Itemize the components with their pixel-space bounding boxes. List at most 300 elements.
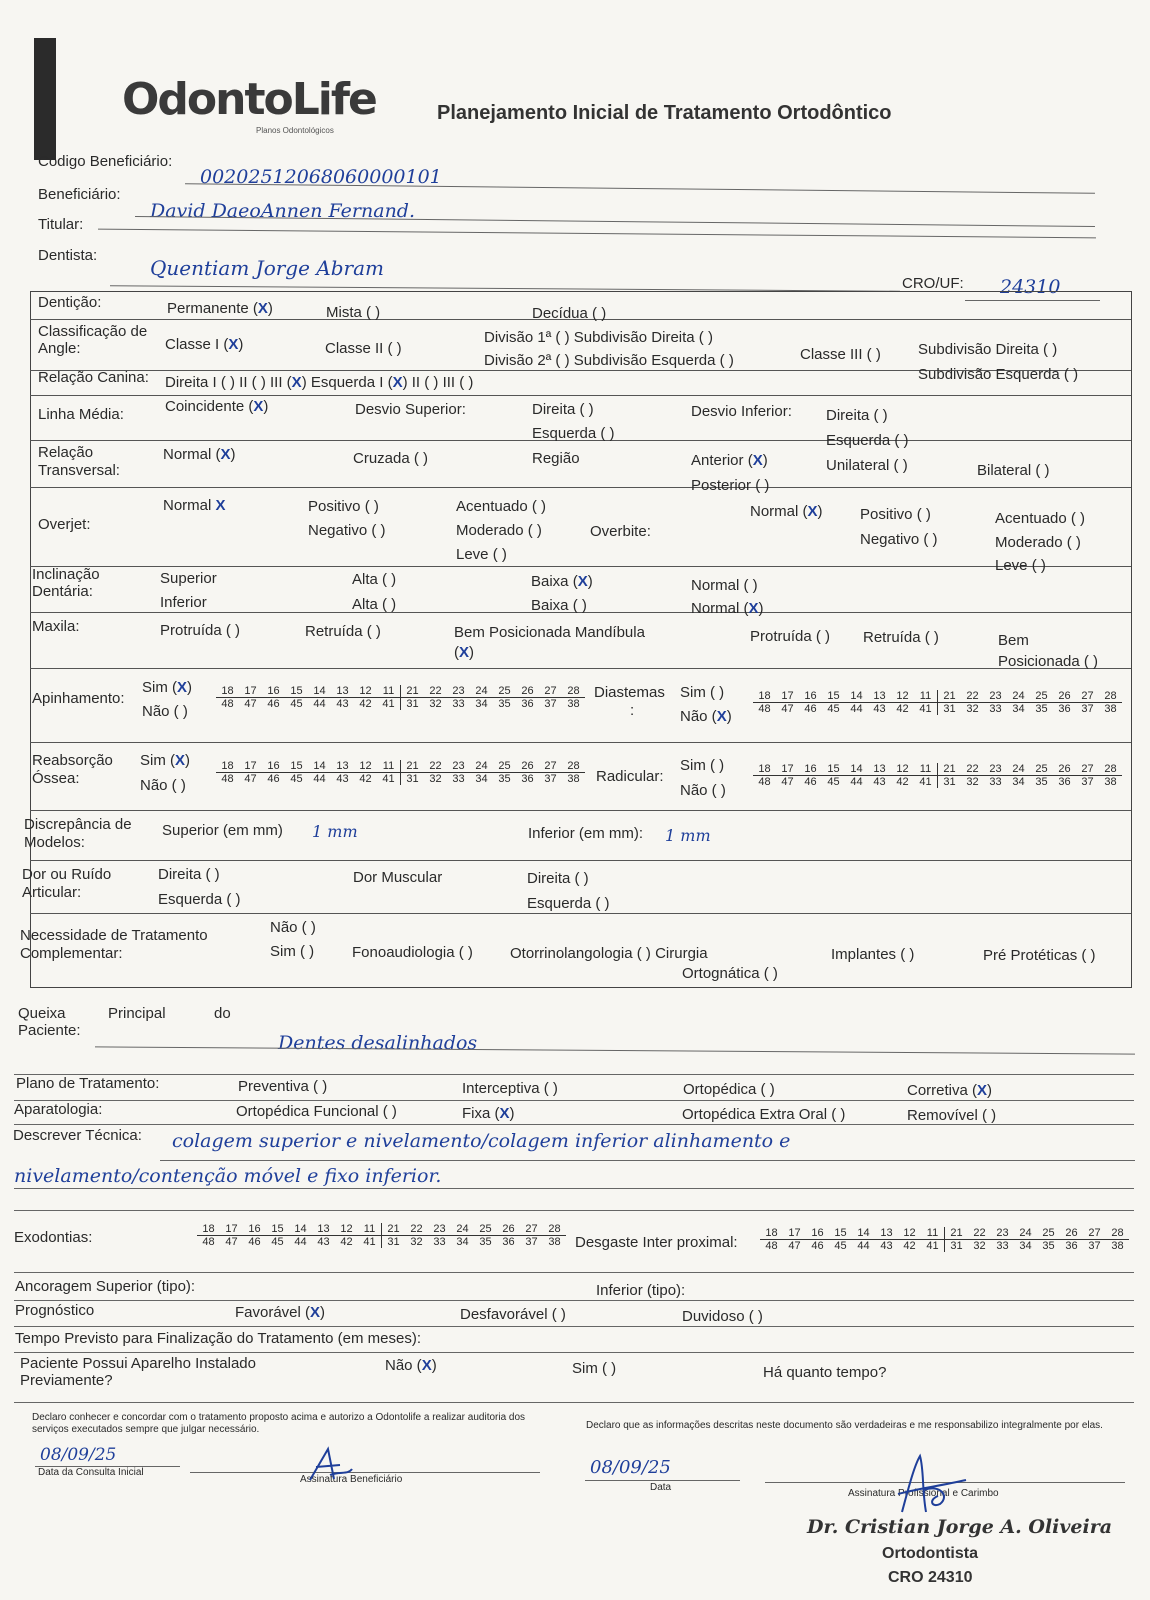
- radicular-tooth-chart: [753, 763, 1122, 788]
- overbite-normal[interactable]: Normal (X): [750, 503, 823, 520]
- tooth-number: 41: [363, 1236, 376, 1248]
- diastemas-label: Diastemas: [594, 684, 665, 701]
- declaracao-beneficiario: Declaro conhecer e concordar com o tratamento proposto acima e autorizo a Odontolife a realizar auditoria dos serviços executados sempre que julgar necessário.: [32, 1412, 526, 1435]
- discrepancia-inferior-value: 1 mm: [665, 826, 711, 845]
- tooth-number: 46: [804, 703, 817, 715]
- tecnica-line-b: [14, 1188, 1134, 1189]
- tooth-number: 23: [452, 685, 465, 697]
- radicular-label: Radicular:: [596, 768, 664, 785]
- necessidade-ortognatica[interactable]: Ortognática ( ): [682, 965, 778, 982]
- tooth-number: 33: [452, 698, 465, 710]
- assinatura-beneficiario-label: Assinatura Beneficiário: [300, 1474, 403, 1485]
- tooth-number: 14: [313, 685, 326, 697]
- tooth-number: 34: [456, 1236, 469, 1248]
- transversal-cruzada[interactable]: Cruzada ( ): [353, 450, 429, 467]
- overbite-positivo[interactable]: Positivo ( ): [860, 506, 931, 523]
- data-line: [585, 1480, 740, 1481]
- tooth-number: 26: [521, 685, 534, 697]
- reabsorcao-label: Reabsorção: [32, 752, 113, 769]
- transversal-label: Relação: [38, 444, 94, 461]
- tooth-number: 32: [410, 1236, 423, 1248]
- tooth-number: 24: [456, 1223, 469, 1235]
- tooth-number: 15: [834, 1227, 847, 1239]
- form-title: Planejamento Inicial de Tratamento Ortodôntico: [437, 102, 892, 124]
- tooth-number: 37: [1081, 776, 1094, 788]
- tooth-number: 25: [1042, 1227, 1055, 1239]
- tooth-number: 28: [548, 1223, 561, 1235]
- tooth-number: 27: [525, 1223, 538, 1235]
- angle-subdiv-direita[interactable]: Subdivisão Direita ( ): [918, 341, 1058, 358]
- tooth-number: 32: [973, 1240, 986, 1252]
- tooth-number: 43: [317, 1236, 330, 1248]
- tooth-number: 48: [758, 703, 771, 715]
- tooth-number: 16: [267, 685, 280, 697]
- overjet-positivo[interactable]: Positivo ( ): [308, 498, 379, 515]
- reabsorcao-sim[interactable]: Sim (X): [140, 752, 191, 769]
- overbite-negativo[interactable]: Negativo ( ): [860, 531, 938, 548]
- discrepancia-superior: Superior (em mm): [162, 822, 283, 839]
- tooth-number: 45: [834, 1240, 847, 1252]
- canina-options[interactable]: Direita I ( ) II ( ) III (X) Esquerda I (X) II ( ) III ( ): [165, 374, 474, 391]
- tooth-number: 11: [363, 1223, 376, 1235]
- tooth-number: 44: [850, 776, 863, 788]
- dentista-label: Dentista:: [38, 247, 98, 264]
- dor-label: Dor ou Ruído: [22, 866, 112, 883]
- tooth-number: 23: [989, 690, 1002, 702]
- desvio-sup-direita[interactable]: Direita ( ): [532, 401, 594, 418]
- prognostico-desfavoravel[interactable]: Desfavorável ( ): [460, 1306, 566, 1323]
- tooth-number: 43: [873, 703, 886, 715]
- tooth-number: 45: [290, 698, 303, 710]
- tooth-number: 33: [989, 776, 1002, 788]
- tooth-number: 44: [313, 773, 326, 785]
- mandibula-posicionada[interactable]: Posicionada ( ): [998, 653, 1099, 670]
- necessidade-fonoaudiologia[interactable]: Fonoaudiologia ( ): [352, 944, 473, 961]
- tooth-number: 33: [433, 1236, 446, 1248]
- tooth-number: 45: [290, 773, 303, 785]
- tooth-number: 44: [850, 703, 863, 715]
- angle-classe-1[interactable]: Classe I (X): [165, 336, 244, 353]
- tooth-number: 45: [827, 776, 840, 788]
- angle-classe-3[interactable]: Classe III ( ): [800, 346, 881, 363]
- tooth-number: 22: [429, 685, 442, 697]
- necessidade-pre-proteticas[interactable]: Pré Protéticas ( ): [983, 947, 1096, 964]
- tooth-number: 12: [896, 690, 909, 702]
- tooth-number: 37: [544, 698, 557, 710]
- necessidade-nao[interactable]: Não ( ): [270, 919, 316, 936]
- tooth-number: 13: [317, 1223, 330, 1235]
- ancoragem-line: [14, 1300, 1134, 1301]
- tooth-number: 35: [1035, 703, 1048, 715]
- transversal-regiao: Região: [532, 450, 580, 467]
- stamp-name: Dr. Cristian Jorge A. Oliveira: [807, 1516, 1113, 1538]
- tooth-number: 46: [811, 1240, 824, 1252]
- maxila-bem-posicionada[interactable]: Bem Posicionada Mandíbula: [454, 624, 645, 641]
- aparatologia-fixa[interactable]: Fixa (X): [462, 1105, 515, 1122]
- tooth-number: 47: [781, 776, 794, 788]
- tooth-number: 15: [827, 690, 840, 702]
- transversal-unilateral[interactable]: Unilateral ( ): [826, 457, 908, 474]
- tooth-number: 16: [248, 1223, 261, 1235]
- aparelho-label-2: Previamente?: [20, 1372, 113, 1389]
- tooth-number: 14: [857, 1227, 870, 1239]
- tooth-number: 37: [1081, 703, 1094, 715]
- mandibula-bem[interactable]: Bem: [998, 632, 1029, 649]
- tooth-number: 32: [966, 703, 979, 715]
- tooth-number: 12: [896, 763, 909, 775]
- diastemas-sim[interactable]: Sim ( ): [680, 684, 725, 701]
- tooth-number: 16: [804, 763, 817, 775]
- tooth-number: 23: [989, 763, 1002, 775]
- tooth-number: 28: [1111, 1227, 1124, 1239]
- tooth-number: 13: [873, 690, 886, 702]
- tecnica-line-c: [14, 1210, 1134, 1211]
- necessidade-label-2: Complementar:: [20, 945, 123, 962]
- tooth-number: 28: [1104, 690, 1117, 702]
- aparatologia-line: [14, 1124, 1134, 1125]
- tooth-number: 47: [244, 698, 257, 710]
- row-divider: [30, 742, 1131, 743]
- row-divider: [30, 668, 1131, 669]
- linha-coincidente[interactable]: Coincidente (X): [165, 398, 269, 415]
- reabsorcao-tooth-chart: [216, 760, 585, 785]
- aparatologia-funcional[interactable]: Ortopédica Funcional ( ): [236, 1103, 397, 1120]
- lower-teeth-row: [197, 1235, 566, 1248]
- data-value: 08/09/25: [590, 1457, 671, 1478]
- transversal-posterior[interactable]: Posterior ( ): [691, 477, 770, 494]
- tooth-number: 31: [944, 1240, 968, 1252]
- tooth-number: 43: [880, 1240, 893, 1252]
- inclinacao-superior: Superior: [160, 570, 217, 587]
- assinatura-profissional-label: Assinatura Profissional e Carimbo: [848, 1488, 999, 1499]
- row-divider: [30, 566, 1131, 567]
- lower-teeth-row: [216, 697, 585, 710]
- tooth-number: 23: [452, 760, 465, 772]
- tooth-number: 25: [498, 760, 511, 772]
- diastemas-nao[interactable]: Não (X): [680, 708, 732, 725]
- radicular-sim[interactable]: Sim ( ): [680, 757, 725, 774]
- overjet-acentuado[interactable]: Acentuado ( ): [456, 498, 547, 515]
- tooth-number: 22: [429, 760, 442, 772]
- tooth-number: 26: [1058, 690, 1071, 702]
- necessidade-otorrino[interactable]: Otorrinolangologia ( ) Cirurgia: [510, 945, 708, 962]
- apinhamento-label: Apinhamento:: [32, 690, 125, 707]
- tooth-number: 36: [521, 698, 534, 710]
- tooth-number: 46: [248, 1236, 261, 1248]
- tooth-number: 46: [267, 773, 280, 785]
- inclinacao-sup-normal[interactable]: Normal ( ): [691, 577, 758, 594]
- desvio-inferior-label: Desvio Inferior:: [691, 403, 792, 420]
- plano-label: Plano de Tratamento:: [16, 1075, 160, 1092]
- tecnica-line-2: nivelamento/contenção móvel e fixo inferior.: [14, 1165, 442, 1187]
- tooth-number: 27: [1088, 1227, 1101, 1239]
- tooth-number: 24: [1012, 690, 1025, 702]
- tooth-number: 31: [400, 698, 424, 710]
- tooth-number: 41: [919, 703, 932, 715]
- tooth-number: 48: [765, 1240, 778, 1252]
- tooth-number: 32: [966, 776, 979, 788]
- ancoragem-inferior-label: Inferior (tipo):: [596, 1282, 686, 1299]
- overjet-label: Overjet:: [38, 516, 91, 533]
- mandibula-protruida[interactable]: Protruída ( ): [750, 628, 831, 645]
- tooth-number: 11: [382, 685, 395, 697]
- lower-teeth-row: [760, 1239, 1129, 1252]
- exodontias-line: [14, 1272, 1134, 1273]
- tooth-number: 28: [567, 685, 580, 697]
- tooth-number: 14: [850, 690, 863, 702]
- tooth-number: 18: [758, 690, 771, 702]
- dor-muscular: Dor Muscular: [353, 869, 443, 886]
- tecnica-line-1: colagem superior e nivelamento/colagem inferior alinhamento e: [172, 1130, 791, 1152]
- row-divider: [30, 487, 1131, 488]
- tooth-number: 16: [811, 1227, 824, 1239]
- dor-label-2: Articular:: [22, 884, 82, 901]
- tooth-number: 17: [244, 760, 257, 772]
- beneficiario-value: David DaeoAnnen Fernand.: [150, 200, 416, 222]
- reabsorcao-nao[interactable]: Não ( ): [140, 777, 186, 794]
- diastemas-colon: :: [630, 702, 635, 719]
- necessidade-label: Necessidade de Tratamento: [20, 927, 208, 944]
- tooth-number: 47: [225, 1236, 238, 1248]
- aparelho-sim[interactable]: Sim ( ): [572, 1360, 617, 1377]
- reabsorcao-label-2: Óssea:: [32, 770, 80, 787]
- tooth-number: 26: [502, 1223, 515, 1235]
- queixa-line-2: [14, 1074, 1134, 1075]
- discrepancia-label-2: Modelos:: [24, 834, 85, 851]
- tooth-number: 11: [919, 763, 932, 775]
- tempo-label: Tempo Previsto para Finalização do Tratamento (em meses):: [15, 1330, 422, 1347]
- tooth-number: 11: [919, 690, 932, 702]
- tooth-number: 41: [926, 1240, 939, 1252]
- tecnica-line: [160, 1160, 1135, 1161]
- inclinacao-label: Inclinação: [32, 566, 100, 583]
- row-divider: [30, 860, 1131, 861]
- overjet-normal[interactable]: Normal X: [163, 497, 226, 514]
- tooth-number: 37: [1088, 1240, 1101, 1252]
- tooth-number: 35: [1035, 776, 1048, 788]
- tooth-number: 35: [479, 1236, 492, 1248]
- tooth-number: 32: [429, 773, 442, 785]
- discrepancia-superior-value: 1 mm: [312, 822, 358, 841]
- angle-divisao-2[interactable]: Divisão 2ª ( ) Subdivisão Esquerda ( ): [484, 352, 734, 369]
- transversal-label-2: Transversal:: [38, 462, 120, 479]
- maxila-retruida[interactable]: Retruída ( ): [305, 623, 381, 640]
- tooth-number: 38: [567, 698, 580, 710]
- desvio-sup-esquerda[interactable]: Esquerda ( ): [532, 425, 615, 442]
- inclinacao-sup-baixa[interactable]: Baixa (X): [531, 573, 593, 590]
- denticao-label: Dentição:: [38, 294, 102, 311]
- tooth-number: 36: [502, 1236, 515, 1248]
- stamp-cro: CRO 24310: [888, 1569, 973, 1586]
- aparelho-label: Paciente Possui Aparelho Instalado: [20, 1355, 256, 1372]
- tooth-number: 34: [1019, 1240, 1032, 1252]
- tooth-number: 21: [400, 760, 424, 772]
- tooth-number: 27: [544, 760, 557, 772]
- discrepancia-label: Discrepância de: [24, 816, 132, 833]
- transversal-bilateral[interactable]: Bilateral ( ): [977, 462, 1050, 479]
- queixa-label: Queixa: [18, 1005, 66, 1022]
- dor-muscular-direita[interactable]: Direita ( ): [527, 870, 589, 887]
- necessidade-implantes[interactable]: Implantes ( ): [831, 946, 915, 963]
- upper-teeth-row: [753, 690, 1122, 702]
- tooth-number: 22: [966, 763, 979, 775]
- apinhamento-nao[interactable]: Não ( ): [142, 703, 188, 720]
- tooth-number: 31: [400, 773, 424, 785]
- tooth-number: 37: [525, 1236, 538, 1248]
- tooth-number: 14: [313, 760, 326, 772]
- necessidade-sim[interactable]: Sim ( ): [270, 943, 315, 960]
- tooth-number: 12: [340, 1223, 353, 1235]
- tooth-number: 17: [225, 1223, 238, 1235]
- tooth-number: 38: [567, 773, 580, 785]
- tooth-number: 21: [400, 685, 424, 697]
- maxila-bem-mark[interactable]: (X): [454, 644, 475, 661]
- upper-teeth-row: [753, 763, 1122, 775]
- plano-corretiva[interactable]: Corretiva (X): [907, 1082, 993, 1099]
- tooth-number: 17: [781, 763, 794, 775]
- queixa-label-2: Principal: [108, 1005, 166, 1022]
- tooth-number: 43: [336, 698, 349, 710]
- tooth-number: 12: [359, 760, 372, 772]
- diastemas-tooth-chart: [753, 690, 1122, 715]
- linha-media-label: Linha Média:: [38, 406, 124, 423]
- inclinacao-inf-alta[interactable]: Alta ( ): [352, 596, 397, 613]
- plano-ortopedica[interactable]: Ortopédica ( ): [683, 1081, 775, 1098]
- tooth-number: 44: [857, 1240, 870, 1252]
- binding-strip: [34, 38, 56, 160]
- tooth-number: 12: [359, 685, 372, 697]
- tooth-number: 48: [221, 698, 234, 710]
- dor-muscular-esquerda[interactable]: Esquerda ( ): [527, 895, 610, 912]
- transversal-normal[interactable]: Normal (X): [163, 446, 236, 463]
- beneficiario-label: Beneficiário:: [38, 186, 121, 203]
- plano-preventiva[interactable]: Preventiva ( ): [238, 1078, 328, 1095]
- mandibula-retruida[interactable]: Retruída ( ): [863, 629, 939, 646]
- tooth-number: 21: [944, 1227, 968, 1239]
- dor-direita[interactable]: Direita ( ): [158, 866, 220, 883]
- tooth-number: 43: [336, 773, 349, 785]
- tooth-number: 42: [896, 776, 909, 788]
- inclinacao-label-2: Dentária:: [32, 583, 93, 600]
- denticao-permanente[interactable]: Permanente (X): [167, 300, 273, 317]
- tooth-number: 22: [410, 1223, 423, 1235]
- tooth-number: 34: [475, 773, 488, 785]
- tooth-number: 31: [937, 776, 961, 788]
- prognostico-favoravel[interactable]: Favorável (X): [235, 1304, 326, 1321]
- tooth-number: 42: [359, 773, 372, 785]
- row-divider: [30, 395, 1131, 396]
- tooth-number: 25: [479, 1223, 492, 1235]
- overbite-leve[interactable]: Leve ( ): [995, 557, 1046, 574]
- tooth-number: 37: [544, 773, 557, 785]
- tooth-number: 27: [544, 685, 557, 697]
- tooth-number: 15: [290, 685, 303, 697]
- tooth-number: 13: [880, 1227, 893, 1239]
- angle-classe-2[interactable]: Classe II ( ): [325, 340, 402, 357]
- overjet-negativo[interactable]: Negativo ( ): [308, 522, 386, 539]
- logo-subtitle: Planos Odontológicos: [256, 126, 334, 135]
- angle-subdiv-esquerda[interactable]: Subdivisão Esquerda ( ): [918, 366, 1079, 383]
- overjet-leve[interactable]: Leve ( ): [456, 546, 507, 563]
- tooth-number: 42: [896, 703, 909, 715]
- inclinacao-inf-normal[interactable]: Normal (X): [691, 600, 764, 617]
- aparatologia-removivel[interactable]: Removível ( ): [907, 1107, 997, 1124]
- tooth-number: 27: [1081, 763, 1094, 775]
- tooth-number: 13: [873, 763, 886, 775]
- transversal-anterior[interactable]: Anterior (X): [691, 452, 768, 469]
- tooth-number: 48: [202, 1236, 215, 1248]
- prognostico-line: [14, 1326, 1134, 1327]
- overbite-moderado[interactable]: Moderado ( ): [995, 534, 1081, 551]
- angle-label-2: Angle:: [38, 340, 81, 357]
- tooth-number: 18: [758, 763, 771, 775]
- prognostico-duvidoso[interactable]: Duvidoso ( ): [682, 1308, 763, 1325]
- tooth-number: 34: [1012, 776, 1025, 788]
- stamp-role: Ortodontista: [882, 1545, 978, 1562]
- overbite-acentuado[interactable]: Acentuado ( ): [995, 510, 1086, 527]
- tooth-number: 41: [382, 773, 395, 785]
- desvio-inf-esquerda[interactable]: Esquerda ( ): [826, 432, 909, 449]
- tooth-number: 44: [313, 698, 326, 710]
- tooth-number: 13: [336, 760, 349, 772]
- aparelho-nao[interactable]: Não (X): [385, 1357, 437, 1374]
- overjet-moderado[interactable]: Moderado ( ): [456, 522, 542, 539]
- tooth-number: 44: [294, 1236, 307, 1248]
- codigo-value: 00202512068060000101: [200, 166, 442, 188]
- tooth-number: 15: [827, 763, 840, 775]
- exodontias-tooth-chart: [197, 1223, 566, 1248]
- tooth-number: 42: [340, 1236, 353, 1248]
- plano-interceptiva[interactable]: Interceptiva ( ): [462, 1080, 558, 1097]
- dor-esquerda[interactable]: Esquerda ( ): [158, 891, 241, 908]
- desvio-inf-direita[interactable]: Direita ( ): [826, 407, 888, 424]
- tooth-number: 15: [271, 1223, 284, 1235]
- aparatologia-extra-oral[interactable]: Ortopédica Extra Oral ( ): [682, 1106, 846, 1123]
- professional-signature: [880, 1450, 990, 1520]
- tooth-number: 41: [919, 776, 932, 788]
- tooth-number: 45: [827, 703, 840, 715]
- inclinacao-sup-alta[interactable]: Alta ( ): [352, 571, 397, 588]
- radicular-nao[interactable]: Não ( ): [680, 782, 726, 799]
- denticao-mista[interactable]: Mista ( ): [326, 304, 381, 321]
- tooth-number: 12: [903, 1227, 916, 1239]
- tooth-number: 24: [475, 685, 488, 697]
- beneficiary-signature: [300, 1445, 360, 1485]
- tooth-number: 25: [1035, 763, 1048, 775]
- inclinacao-inferior: Inferior: [160, 594, 207, 611]
- exodontias-label: Exodontias:: [14, 1229, 93, 1246]
- tooth-number: 27: [1081, 690, 1094, 702]
- tooth-number: 24: [1019, 1227, 1032, 1239]
- inclinacao-inf-baixa[interactable]: Baixa ( ): [531, 597, 587, 614]
- tooth-number: 47: [788, 1240, 801, 1252]
- plano-line: [14, 1100, 1134, 1101]
- denticao-decidua[interactable]: Decídua ( ): [532, 305, 607, 322]
- maxila-protruida[interactable]: Protruída ( ): [160, 622, 241, 639]
- tooth-number: 26: [1065, 1227, 1078, 1239]
- lower-teeth-row: [753, 702, 1122, 715]
- angle-divisao-1[interactable]: Divisão 1ª ( ) Subdivisão Direita ( ): [484, 329, 713, 346]
- tooth-number: 33: [996, 1240, 1009, 1252]
- tooth-number: 23: [996, 1227, 1009, 1239]
- odontolife-logo: OdontoLife: [122, 74, 376, 125]
- tooth-number: 36: [521, 773, 534, 785]
- apinhamento-sim[interactable]: Sim (X): [142, 679, 193, 696]
- tooth-number: 24: [475, 760, 488, 772]
- tooth-number: 18: [221, 685, 234, 697]
- tooth-number: 33: [989, 703, 1002, 715]
- tooth-number: 34: [475, 698, 488, 710]
